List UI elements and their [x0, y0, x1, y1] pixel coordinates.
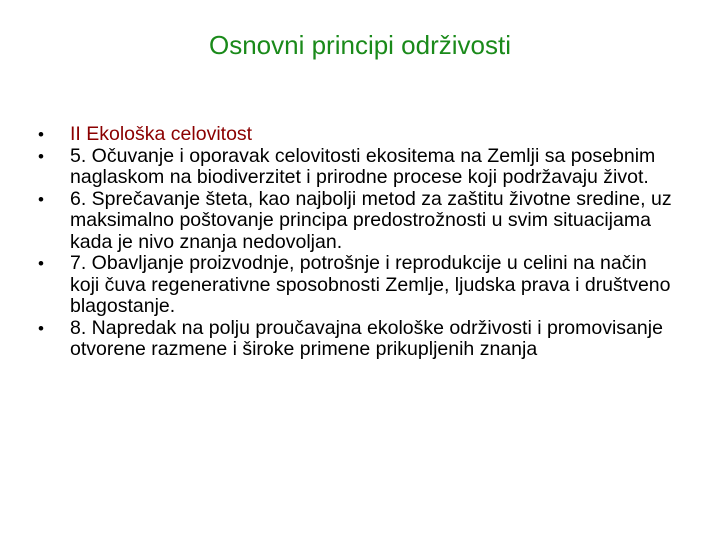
- bullet-text: 6. Sprečavanje šteta, kao najbolji metod za zaštitu životne sredine, uz maksimalno poštovanje principa predostrožnosti u svim situacijama kada je nivo znanja nedovoljan.: [70, 187, 672, 253]
- bullet-item-7: [38, 253, 678, 318]
- bullet-icon: •: [38, 189, 44, 209]
- bullet-text: 5. Očuvanje i oporavak celovitosti ekositema na Zemlji sa posebnim naglaskom na biodiverzitet i prirodne procese koji podržavaju život.: [70, 144, 656, 188]
- bullet-item-8: [38, 318, 678, 361]
- bullet-item-6: [38, 189, 678, 254]
- bullet-icon: •: [38, 125, 44, 144]
- slide-title: Osnovni principi održivosti: [208, 30, 511, 60]
- bullet-text: II Ekološka celovitost: [70, 123, 253, 145]
- bullet-text: 7. Obavljanje proizvodnje, potrošnje i reprodukcije u celini na način koji čuva regenerativne sposobnosti Zemlje, ljudska prava i društveno blagostanje.: [70, 252, 671, 317]
- bullet-icon: •: [38, 146, 44, 166]
- bullet-text: 8. Napredak na polju proučavajna ekološke održivosti i promovisanje otvorene razmene i široke primene prikupljenih znanja: [70, 316, 663, 360]
- bullet-icon: •: [38, 318, 44, 338]
- bullet-list: [38, 124, 678, 361]
- bullet-item-5: [38, 146, 678, 189]
- bullet-icon: •: [38, 254, 44, 273]
- bullet-item-heading: [38, 124, 678, 146]
